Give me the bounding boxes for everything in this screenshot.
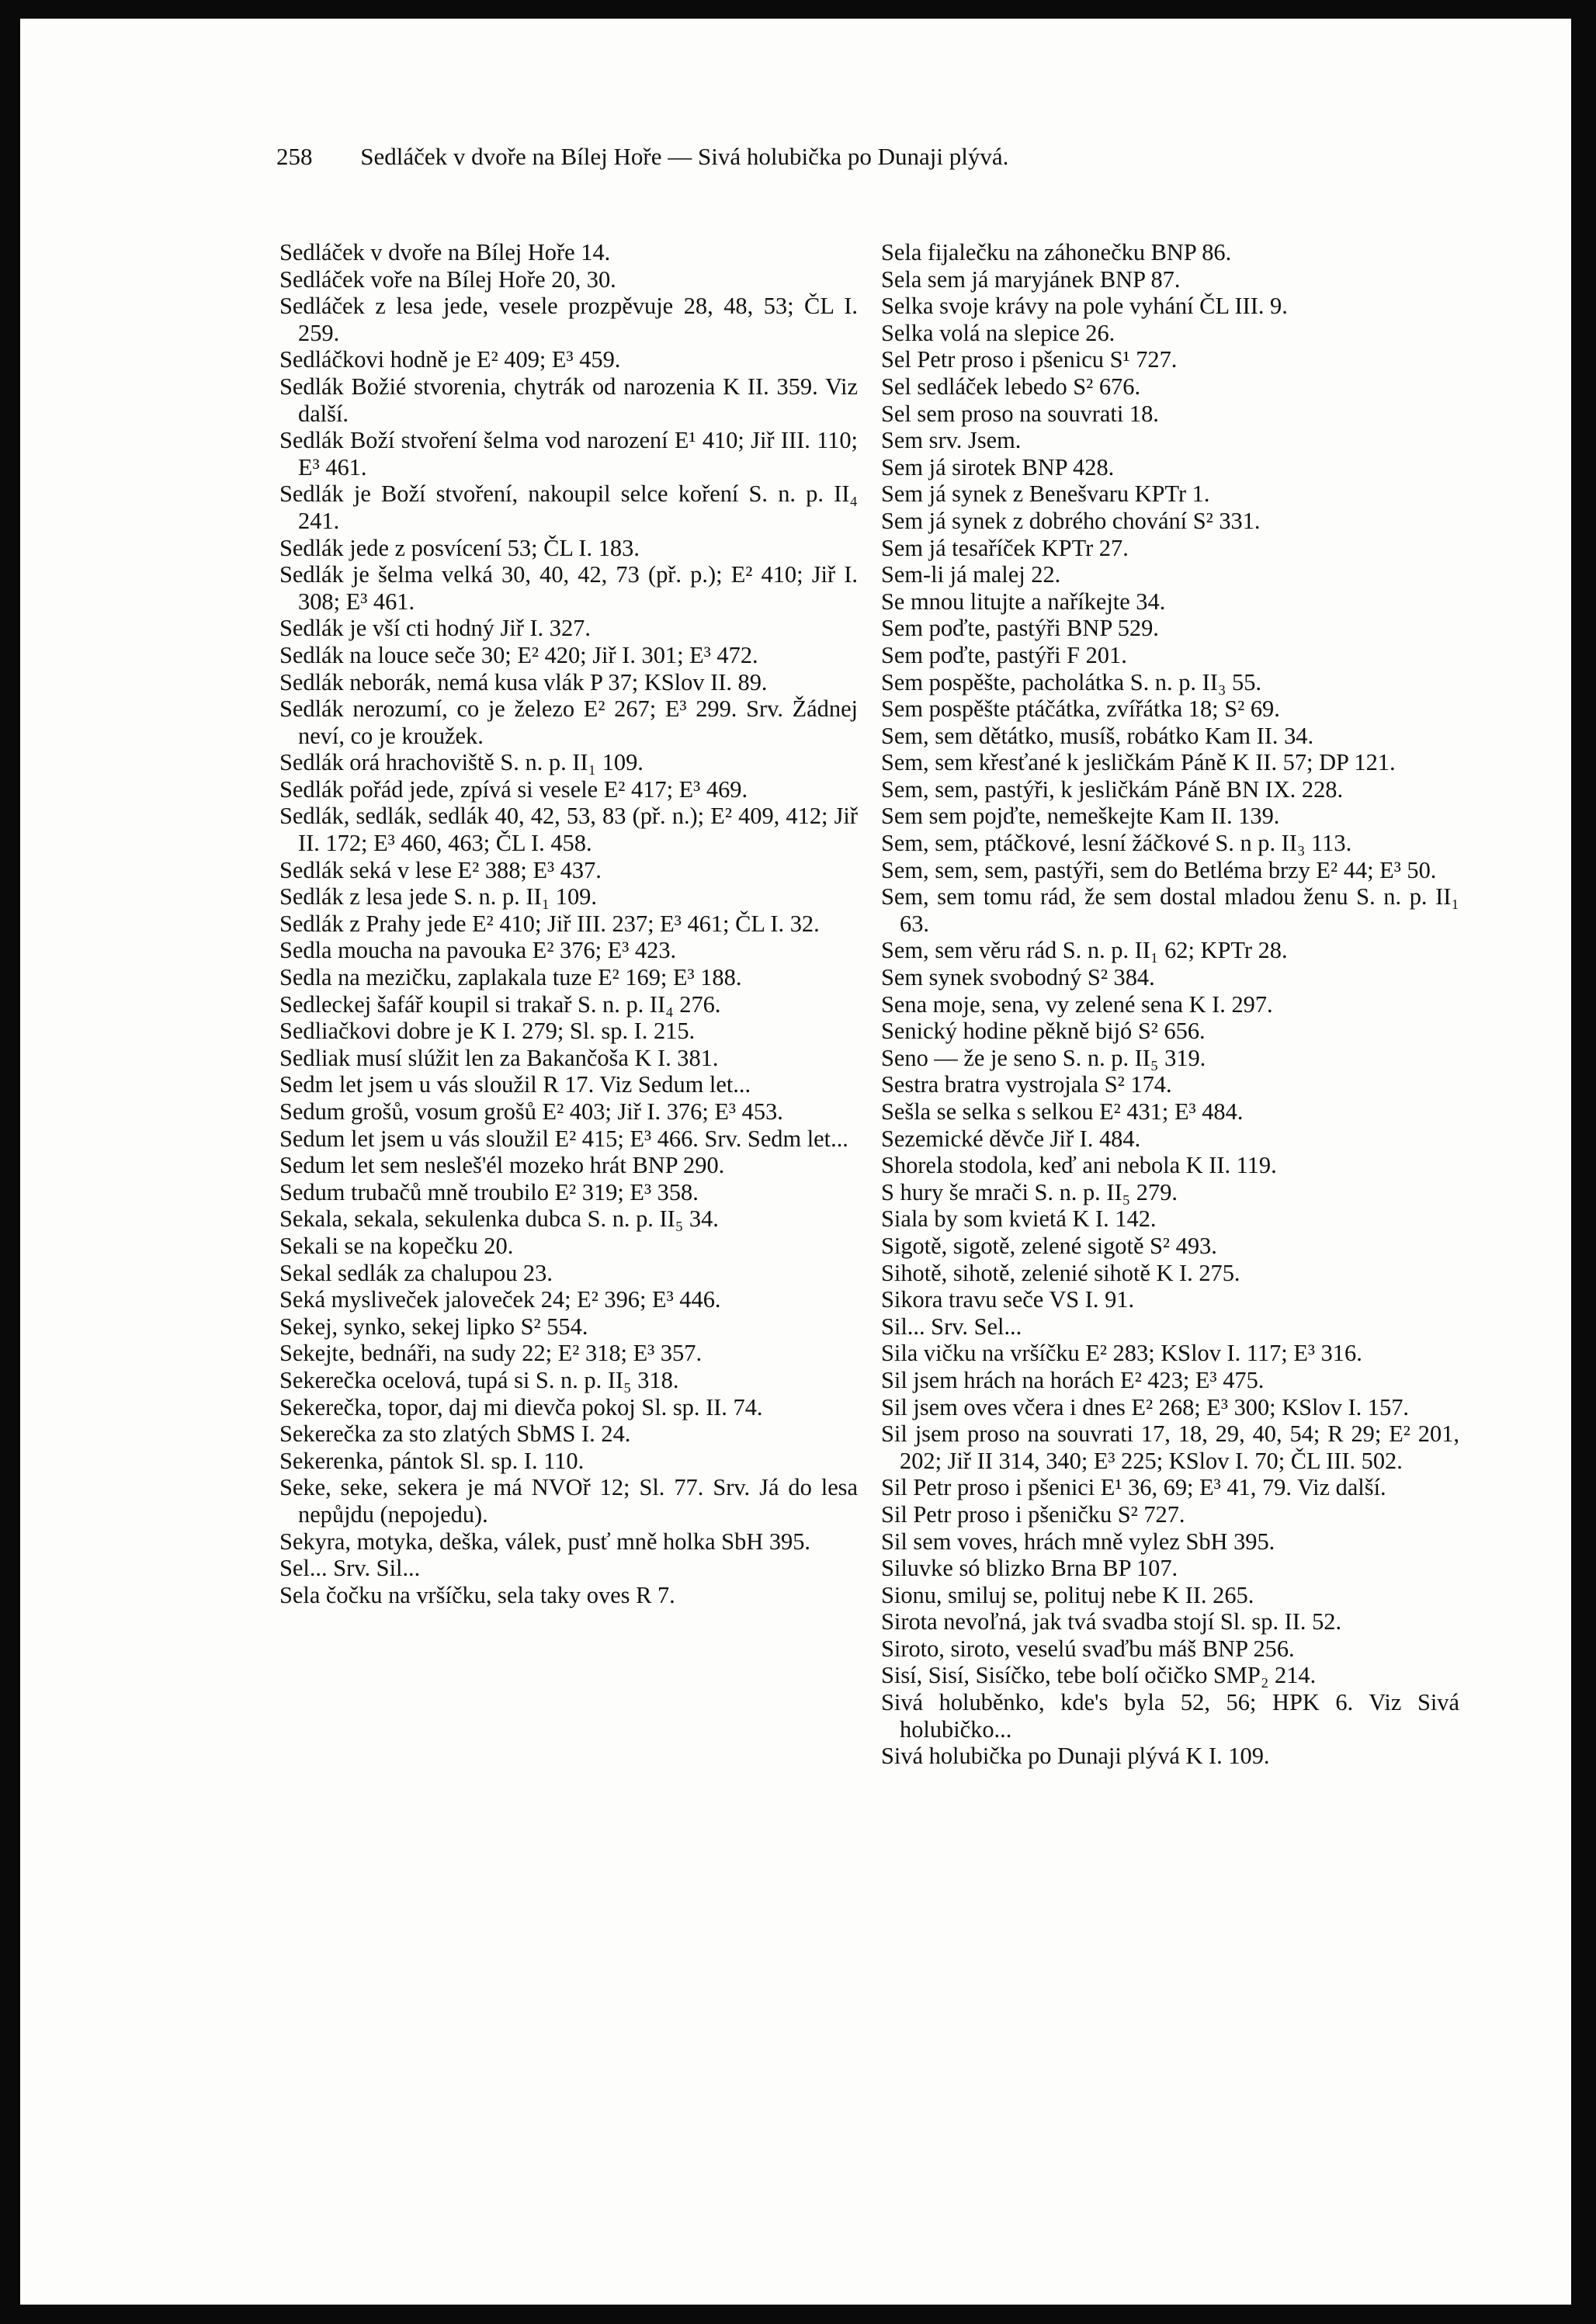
index-entry: Sedláček v dvoře na Bílej Hoře 14.: [279, 239, 611, 265]
index-entry: Sel sedláček lebedo S² 676.: [881, 373, 1141, 400]
index-entry: Sem, sem křesťané k jesličkám Páně K II. 57; DP 121.: [881, 749, 1396, 776]
index-entry: Sezemické děvče Jiř I. 484.: [881, 1125, 1141, 1152]
index-entry: Siluvke só blizko Brna BP 107.: [881, 1555, 1178, 1582]
index-entry: Sedum let sem nesleš'él mozeko hrát BNP 290.: [279, 1152, 725, 1179]
index-entry: Sem já synek z dobrého chování S² 331.: [881, 507, 1261, 534]
index-entry: Sedlák je šelma velká 30, 40, 42, 73 (př. p.); E² 410; Jiř I. 308; E³ 461.: [279, 561, 858, 615]
index-entry: Sekerečka za sto zlatých SbMS I. 24.: [279, 1420, 631, 1448]
index-entry: Sem, sem věru rád S. n. p. II₁ 62; KPTr 28.: [881, 937, 1288, 964]
index-entry: Sem, sem dětátko, musíš, robátko Kam II. 34.: [881, 722, 1314, 749]
index-entry: Sena moje, sena, vy zelené sena K I. 297.: [881, 990, 1273, 1018]
index-entry: Sem srv. Jsem.: [881, 427, 1022, 454]
index-entry: Sem pospěšte, pacholátka S. n. p. II₃ 55.: [881, 668, 1262, 695]
index-entry: Sedleckej šafář koupil si trakař S. n. p. II₄ 276.: [279, 990, 721, 1018]
index-entry: Sil... Srv. Sel...: [881, 1313, 1022, 1340]
index-entry: Sekyra, motyka, deška, válek, pusť mně holka SbH 395.: [279, 1528, 810, 1555]
index-entry: Shorela stodola, keď ani nebola K II. 119.: [881, 1152, 1277, 1179]
index-entry: Sedla moucha na pavouka E² 376; E³ 423.: [279, 937, 677, 964]
index-entry: Seká mysliveček jaloveček 24; E² 396; E³ 446.: [279, 1286, 721, 1313]
index-entry: Sem, sem, pastýři, k jesličkám Páně BN IX. 228.: [881, 775, 1344, 803]
index-entry: Sem poďte, pastýři BNP 529.: [881, 615, 1159, 642]
index-entry: Sila vičku na vršíčku E² 283; KSlov I. 117; E³ 316.: [881, 1340, 1362, 1367]
index-entry: Sionu, smiluj se, polituj nebe K II. 265.: [881, 1581, 1254, 1608]
index-entry: Sedlák, sedlák, sedlák 40, 42, 53, 83 (př. n.); E² 409, 412; Jiř II. 172; E³ 460, 463; ČL I. 458.: [279, 803, 858, 857]
index-entry: Seno — že je seno S. n. p. II₅ 319.: [881, 1044, 1206, 1071]
index-entry: Sem, sem tomu rád, že sem dostal mladou ženu S. n. p. II₁ 63.: [881, 883, 1459, 937]
index-entry: Sekej, synko, sekej lipko S² 554.: [279, 1313, 588, 1340]
index-entry: Sisí, Sisí, Sisíčko, tebe bolí očičko SMP₂ 214.: [881, 1662, 1317, 1689]
index-entry: Selka volá na slepice 26.: [881, 319, 1115, 346]
index-entry: Sel sem proso na souvrati 18.: [881, 400, 1159, 427]
index-entry: Sedlák je Boží stvoření, nakoupil selce koření S. n. p. II₄ 241.: [279, 480, 858, 534]
index-entry: Sekali se na kopečku 20.: [279, 1232, 514, 1259]
index-entry: Sedlák pořád jede, zpívá si vesele E² 417; E³ 469.: [279, 775, 748, 803]
index-entry: Sedlák orá hrachoviště S. n. p. II₁ 109.: [279, 749, 644, 776]
index-entry: Sedlák jede z posvícení 53; ČL I. 183.: [279, 534, 640, 561]
index-entry: Sedlák neborák, nemá kusa vlák P 37; KSlov II. 89.: [279, 668, 768, 695]
index-entry: Sedlák z Prahy jede E² 410; Jiř III. 237; E³ 461; ČL I. 32.: [279, 910, 820, 937]
index-entry: Selka svoje krávy na pole vyhání ČL III. 9.: [881, 293, 1288, 320]
index-entry: Seke, seke, sekera je má NVOř 12; Sl. 77. Srv. Já do lesa nepůjdu (nepojedu).: [279, 1474, 858, 1528]
index-entry: Sešla se selka s selkou E² 431; E³ 484.: [881, 1098, 1244, 1125]
right-column: [881, 239, 1459, 1770]
index-entry: S hury še mrači S. n. p. II₅ 279.: [881, 1178, 1178, 1205]
document-page: [20, 19, 1571, 2305]
index-entry: Sem synek svobodný S² 384.: [881, 964, 1155, 991]
left-column: [279, 239, 858, 1608]
index-entry: Sem já tesaříček KPTr 27.: [881, 534, 1129, 561]
running-title: Sedláček v dvoře na Bílej Hoře — Sivá holubička po Dunaji plývá.: [360, 143, 1009, 170]
index-entry: Sem poďte, pastýři F 201.: [881, 641, 1127, 668]
index-entry: Sem pospěšte ptáčátka, zvířátka 18; S² 69.: [881, 695, 1280, 723]
index-entry: Sedlák Božié stvorenia, chytrák od narozenia K II. 359. Viz další.: [279, 373, 858, 427]
index-entry: Sikora travu seče VS I. 91.: [881, 1286, 1135, 1313]
index-entry: Sel... Srv. Sil...: [279, 1555, 421, 1582]
index-entry: Sela fijalečku na záhonečku BNP 86.: [881, 239, 1232, 265]
index-entry: Sil Petr proso i pšenici E¹ 36, 69; E³ 41, 79. Viz další.: [881, 1474, 1386, 1501]
index-entry: Sekala, sekala, sekulenka dubca S. n. p. II₅ 34.: [279, 1205, 719, 1233]
index-entry: Sem já sirotek BNP 428.: [881, 453, 1115, 480]
index-entry: Sedum trubačů mně troubilo E² 319; E³ 358.: [279, 1178, 699, 1205]
index-entry: Sedláček z lesa jede, vesele prozpěvuje 28, 48, 53; ČL I. 259.: [279, 293, 858, 346]
index-entry: Sela čočku na vršíčku, sela taky oves R 7.: [279, 1581, 675, 1608]
index-entry: Sedm let jsem u vás sloužil R 17. Viz Sedum let...: [279, 1071, 751, 1098]
index-entry: Sedláčkovi hodně je E² 409; E³ 459.: [279, 346, 621, 373]
index-entry: Sivá holubička po Dunaji plývá K I. 109.: [881, 1743, 1270, 1770]
index-entry: Siala by som kvietá K I. 142.: [881, 1205, 1157, 1233]
index-entry: Sedlák z lesa jede S. n. p. II₁ 109.: [279, 883, 597, 911]
index-entry: Sedliak musí slúžit len za Bakančoša K I. 381.: [279, 1044, 719, 1071]
index-entry: Sekerečka, topor, daj mi dievča pokoj Sl. sp. II. 74.: [279, 1393, 763, 1420]
index-entry: Sedláček voře na Bílej Hoře 20, 30.: [279, 265, 616, 293]
index-entry: Sel Petr proso i pšenicu S¹ 727.: [881, 346, 1178, 373]
index-entry: Sihotě, sihotě, zelenié sihotě K I. 275.: [881, 1259, 1240, 1286]
index-entry: Sekejte, bednáři, na sudy 22; E² 318; E³ 357.: [279, 1340, 703, 1367]
index-entry: Sigotě, sigotě, zelené sigotě S² 493.: [881, 1232, 1217, 1259]
index-entry: Sedlák Boží stvoření šelma vod narození E¹ 410; Jiř III. 110; E³ 461.: [279, 427, 858, 480]
index-entry: Se mnou litujte a naříkejte 34.: [881, 588, 1166, 615]
index-entry: Sirota nevoľná, jak tvá svadba stojí Sl. sp. II. 52.: [881, 1608, 1342, 1635]
index-entry: Sedlák na louce seče 30; E² 420; Jiř I. 301; E³ 472.: [279, 641, 758, 668]
page-header: [276, 137, 1410, 176]
index-entry: Sem, sem, ptáčkové, lesní žáčkové S. n p. II₃ 113.: [881, 830, 1352, 857]
index-entry: Sekerenka, pántok Sl. sp. I. 110.: [279, 1447, 585, 1474]
index-entry: Sedum grošů, vosum grošů E² 403; Jiř I. 376; E³ 453.: [279, 1098, 783, 1125]
index-entry: Sem sem pojďte, nemeškejte Kam II. 139.: [881, 803, 1280, 830]
index-entry: Sil Petr proso i pšeničku S² 727.: [881, 1500, 1185, 1528]
index-entry: Sil jsem oves včera i dnes E² 268; E³ 300; KSlov I. 157.: [881, 1393, 1409, 1420]
index-entry: Siroto, siroto, veselú svaďbu máš BNP 256.: [881, 1635, 1295, 1662]
index-entry: Sela sem já maryjánek BNP 87.: [881, 265, 1181, 293]
page-number: 258: [276, 143, 313, 170]
index-entry: Senický hodine pěkně bijó S² 656.: [881, 1018, 1206, 1045]
index-entry: Sedla na mezičku, zaplakala tuze E² 169; E³ 188.: [279, 964, 742, 991]
index-entry: Sil jsem hrách na horách E² 423; E³ 475.: [881, 1366, 1265, 1393]
index-entry: Sestra bratra vystrojala S² 174.: [881, 1071, 1172, 1098]
index-entry: Sil jsem proso na souvrati 17, 18, 29, 40, 54; R 29; E² 201, 202; Jiř II 314, 340; E³ 225; KSlov I. 70; ČL III. 502.: [881, 1420, 1459, 1474]
index-entry: Sekal sedlák za chalupou 23.: [279, 1259, 553, 1286]
index-entry: Sem-li já malej 22.: [881, 561, 1061, 588]
index-entry: Sem, sem, sem, pastýři, sem do Betléma brzy E² 44; E³ 50.: [881, 856, 1437, 883]
index-entry: Sil sem voves, hrách mně vylez SbH 395.: [881, 1528, 1275, 1555]
index-entry: Sedum let jsem u vás sloužil E² 415; E³ 466. Srv. Sedm let...: [279, 1125, 848, 1152]
index-entry: Sedlák je vší cti hodný Jiř I. 327.: [279, 615, 591, 642]
index-entry: Sivá holuběnko, kde's byla 52, 56; HPK 6. Viz Sivá holubičko...: [881, 1689, 1459, 1743]
index-entry: Sekerečka ocelová, tupá si S. n. p. II₅ 318.: [279, 1366, 679, 1393]
index-entry: Sedliačkovi dobre je K I. 279; Sl. sp. I. 215.: [279, 1018, 696, 1045]
index-entry: Sedlák seká v lese E² 388; E³ 437.: [279, 856, 602, 883]
index-entry: Sem já synek z Benešvaru KPTr 1.: [881, 480, 1210, 508]
index-entry: Sedlák nerozumí, co je železo E² 267; E³ 299. Srv. Žádnej neví, co je kroužek.: [279, 695, 858, 749]
